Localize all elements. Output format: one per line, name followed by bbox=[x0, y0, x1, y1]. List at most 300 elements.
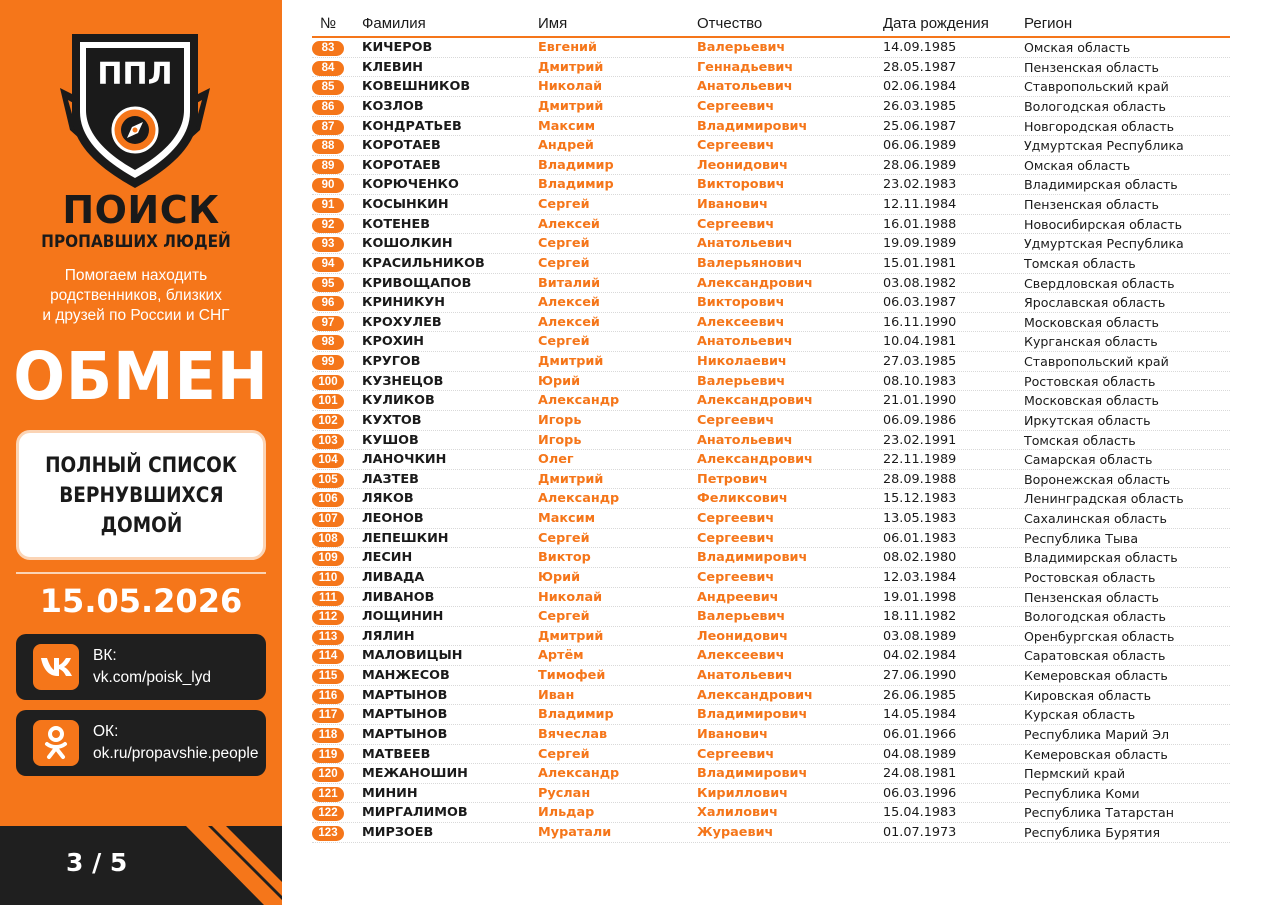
region-cell: Свердловская область bbox=[1024, 275, 1175, 291]
birthdate-cell: 13.05.1983 bbox=[883, 511, 957, 526]
svg-text:ППЛ: ППЛ bbox=[97, 57, 173, 92]
birthdate-cell: 08.02.1980 bbox=[883, 550, 957, 566]
row-number-badge: 85 bbox=[312, 80, 344, 95]
header-patronymic: Отчество bbox=[697, 15, 763, 32]
region-cell: Ростовская область bbox=[1024, 373, 1156, 389]
patronymic-cell: Сергеевич bbox=[697, 138, 775, 154]
surname-cell: КРОХИН bbox=[362, 334, 425, 350]
row-number-badge: 105 bbox=[312, 473, 344, 488]
first-name-cell: Алексей bbox=[538, 314, 600, 330]
birthdate-cell: 25.06.1987 bbox=[883, 118, 957, 134]
first-name-cell: Юрий bbox=[538, 373, 581, 389]
row-number-badge: 101 bbox=[312, 394, 344, 409]
row-number-badge: 86 bbox=[312, 100, 344, 115]
tagline bbox=[0, 266, 272, 326]
table-row bbox=[312, 823, 1230, 843]
region-cell: Томская область bbox=[1024, 432, 1136, 448]
row-number-badge: 118 bbox=[312, 728, 344, 743]
first-name-cell: Николай bbox=[538, 79, 603, 95]
first-name-cell: Дмитрий bbox=[538, 471, 604, 487]
birthdate-cell: 19.01.1998 bbox=[883, 589, 957, 605]
first-name-cell: Сергей bbox=[538, 609, 590, 625]
birthdate-cell: 27.06.1990 bbox=[883, 668, 957, 683]
surname-cell: МАЛОВИЦЫН bbox=[362, 648, 463, 664]
surname-cell: КИЧЕРОВ bbox=[362, 40, 433, 55]
surname-cell: ЛИВАДА bbox=[362, 569, 425, 585]
row-number-badge: 117 bbox=[312, 708, 344, 723]
region-cell: Владимирская область bbox=[1024, 550, 1178, 566]
first-name-cell: Дмитрий bbox=[538, 354, 604, 369]
patronymic-cell: Александрович bbox=[697, 275, 813, 291]
table-row bbox=[312, 332, 1230, 352]
birthdate-cell: 10.04.1981 bbox=[883, 334, 957, 350]
surname-cell: КРИВОЩАПОВ bbox=[362, 275, 472, 291]
first-name-cell: Артём bbox=[538, 648, 584, 664]
region-cell: Владимирская область bbox=[1024, 177, 1178, 193]
surname-cell: ЛЯЛИН bbox=[362, 628, 415, 644]
birthdate-cell: 06.01.1983 bbox=[883, 530, 957, 546]
first-name-cell: Сергей bbox=[538, 236, 590, 252]
tagline-line: Помогаем находить bbox=[64, 267, 208, 284]
first-name-cell: Руслан bbox=[538, 785, 591, 801]
table-row bbox=[312, 568, 1230, 588]
row-number-badge: 88 bbox=[312, 139, 344, 154]
row-number-badge: 87 bbox=[312, 120, 344, 135]
region-cell: Омская область bbox=[1024, 40, 1131, 55]
brand-title: ПОИСК bbox=[62, 188, 220, 232]
surname-cell: КОВЕШНИКОВ bbox=[362, 79, 471, 95]
surname-cell: КУЗНЕЦОВ bbox=[362, 373, 444, 389]
region-cell: Ставропольский край bbox=[1024, 354, 1169, 369]
patronymic-cell: Валерьевич bbox=[697, 40, 786, 55]
first-name-cell: Александр bbox=[538, 491, 620, 507]
region-cell: Пензенская область bbox=[1024, 59, 1159, 75]
table-row bbox=[312, 313, 1230, 333]
birthdate-cell: 04.02.1984 bbox=[883, 648, 957, 664]
row-number-badge: 98 bbox=[312, 335, 344, 350]
table-row bbox=[312, 666, 1230, 686]
vk-label: ВК: bbox=[93, 647, 117, 664]
region-cell: Вологодская область bbox=[1024, 609, 1166, 625]
patronymic-cell: Андреевич bbox=[697, 589, 779, 605]
surname-cell: КОНДРАТЬЕВ bbox=[362, 118, 462, 134]
list-title-line: ПОЛНЫЙ СПИСОК bbox=[45, 453, 237, 477]
header-name: Имя bbox=[538, 15, 568, 32]
surname-cell: КРОХУЛЕВ bbox=[362, 314, 442, 330]
patronymic-cell: Сергеевич bbox=[697, 746, 775, 762]
patronymic-cell: Валерьянович bbox=[697, 255, 803, 271]
surname-cell: ЛЯКОВ bbox=[362, 491, 414, 507]
surname-cell: КУХТОВ bbox=[362, 412, 422, 428]
region-cell: Сахалинская область bbox=[1024, 511, 1167, 526]
surname-cell: КУЛИКОВ bbox=[362, 393, 435, 409]
first-name-cell: Сергей bbox=[538, 197, 590, 212]
first-name-cell: Дмитрий bbox=[538, 98, 604, 114]
birthdate-cell: 28.06.1989 bbox=[883, 157, 957, 173]
first-name-cell: Тимофей bbox=[538, 668, 606, 683]
table-row bbox=[312, 175, 1230, 195]
patronymic-cell: Валерьевич bbox=[697, 609, 786, 625]
table-row bbox=[312, 431, 1230, 451]
table-row bbox=[312, 274, 1230, 294]
first-name-cell: Владимир bbox=[538, 177, 614, 193]
region-cell: Вологодская область bbox=[1024, 98, 1166, 114]
region-cell: Удмуртская Республика bbox=[1024, 236, 1184, 252]
patronymic-cell: Кириллович bbox=[697, 785, 788, 801]
patronymic-cell: Владимирович bbox=[697, 707, 808, 723]
table-row bbox=[312, 77, 1230, 97]
first-name-cell: Александр bbox=[538, 393, 620, 409]
patronymic-cell: Викторович bbox=[697, 177, 785, 193]
table-row bbox=[312, 352, 1230, 372]
patronymic-cell: Анатольевич bbox=[697, 79, 793, 95]
region-cell: Самарская область bbox=[1024, 452, 1153, 468]
surname-cell: КЛЕВИН bbox=[362, 59, 424, 75]
tagline-line: родственников, близких bbox=[50, 287, 222, 304]
birthdate-cell: 23.02.1983 bbox=[883, 177, 957, 193]
table-row bbox=[312, 686, 1230, 706]
info-panel bbox=[0, 0, 282, 905]
table-row bbox=[312, 117, 1230, 137]
header-number: № bbox=[320, 15, 337, 32]
first-name-cell: Вячеслав bbox=[538, 726, 608, 742]
patronymic-cell: Леонидович bbox=[697, 628, 788, 644]
birthdate-cell: 06.09.1986 bbox=[883, 412, 957, 428]
list-title-line: ДОМОЙ bbox=[100, 513, 182, 537]
region-cell: Омская область bbox=[1024, 157, 1131, 173]
first-name-cell: Николай bbox=[538, 589, 603, 605]
birthdate-cell: 16.11.1990 bbox=[883, 314, 957, 330]
region-cell: Ленинградская область bbox=[1024, 491, 1184, 507]
ok-icon bbox=[33, 720, 79, 766]
region-cell: Республика Татарстан bbox=[1024, 805, 1174, 821]
table-row bbox=[312, 784, 1230, 804]
row-number-badge: 99 bbox=[312, 355, 344, 370]
row-number-badge: 104 bbox=[312, 453, 344, 468]
row-number-badge: 122 bbox=[312, 806, 344, 821]
page-indicator: 3 / 5 bbox=[66, 848, 128, 877]
surname-cell: МИРЗОЕВ bbox=[362, 825, 434, 840]
surname-cell: КУШОВ bbox=[362, 432, 419, 448]
row-number-badge: 108 bbox=[312, 532, 344, 547]
birthdate-cell: 26.03.1985 bbox=[883, 98, 957, 114]
region-cell: Воронежская область bbox=[1024, 471, 1171, 487]
surname-cell: МАРТЫНОВ bbox=[362, 687, 448, 703]
birthdate-cell: 01.07.1973 bbox=[883, 825, 957, 840]
row-number-badge: 83 bbox=[312, 41, 344, 56]
region-cell: Республика Коми bbox=[1024, 785, 1140, 801]
patronymic-cell: Сергеевич bbox=[697, 530, 775, 546]
surname-cell: МИРГАЛИМОВ bbox=[362, 805, 468, 821]
surname-cell: МАТВЕЕВ bbox=[362, 746, 431, 762]
first-name-cell: Алексей bbox=[538, 295, 600, 311]
birthdate-cell: 06.01.1966 bbox=[883, 726, 957, 742]
first-name-cell: Игорь bbox=[538, 432, 582, 448]
patronymic-cell: Анатольевич bbox=[697, 236, 793, 252]
patronymic-cell: Сергеевич bbox=[697, 216, 775, 232]
first-name-cell: Иван bbox=[538, 687, 575, 703]
table-row bbox=[312, 509, 1230, 529]
surname-cell: КОТЕНЕВ bbox=[362, 216, 431, 232]
surname-cell: ЛЕПЕШКИН bbox=[362, 530, 449, 546]
table-row bbox=[312, 58, 1230, 78]
table-row bbox=[312, 450, 1230, 470]
patronymic-cell: Валерьевич bbox=[697, 373, 786, 389]
returnees-table bbox=[312, 12, 1230, 843]
first-name-cell: Виталий bbox=[538, 275, 601, 291]
birthdate-cell: 15.12.1983 bbox=[883, 491, 957, 507]
row-number-badge: 97 bbox=[312, 316, 344, 331]
patronymic-cell: Геннадьевич bbox=[697, 59, 794, 75]
birthdate-cell: 06.03.1987 bbox=[883, 295, 957, 311]
surname-cell: ЛАНОЧКИН bbox=[362, 452, 447, 468]
patronymic-cell: Викторович bbox=[697, 295, 785, 311]
patronymic-cell: Леонидович bbox=[697, 157, 788, 173]
table-row bbox=[312, 803, 1230, 823]
header-birthdate: Дата рождения bbox=[883, 15, 989, 32]
region-cell: Новгородская область bbox=[1024, 118, 1175, 134]
region-cell: Удмуртская Республика bbox=[1024, 138, 1184, 154]
region-cell: Иркутская область bbox=[1024, 412, 1151, 428]
region-cell: Пензенская область bbox=[1024, 197, 1159, 212]
patronymic-cell: Анатольевич bbox=[697, 432, 793, 448]
row-number-badge: 109 bbox=[312, 551, 344, 566]
vk-icon bbox=[33, 644, 79, 690]
ok-label: ОК: bbox=[93, 723, 119, 740]
surname-cell: МИНИН bbox=[362, 785, 418, 801]
birthdate-cell: 04.08.1989 bbox=[883, 746, 957, 762]
table-row bbox=[312, 529, 1230, 549]
table-row bbox=[312, 254, 1230, 274]
table-row bbox=[312, 195, 1230, 215]
list-title-box bbox=[16, 430, 266, 560]
surname-cell: МАРТЫНОВ bbox=[362, 707, 448, 723]
region-cell: Курская область bbox=[1024, 707, 1136, 723]
first-name-cell: Владимир bbox=[538, 707, 614, 723]
table-row bbox=[312, 646, 1230, 666]
table-row bbox=[312, 588, 1230, 608]
surname-cell: КОЗЛОВ bbox=[362, 98, 424, 114]
patronymic-cell: Владимирович bbox=[697, 118, 808, 134]
table-row bbox=[312, 607, 1230, 627]
row-number-badge: 114 bbox=[312, 649, 344, 664]
first-name-cell: Ильдар bbox=[538, 805, 595, 821]
birthdate-cell: 15.01.1981 bbox=[883, 255, 957, 271]
first-name-cell: Юрий bbox=[538, 569, 581, 585]
row-number-badge: 120 bbox=[312, 767, 344, 782]
region-cell: Пермский край bbox=[1024, 766, 1126, 782]
patronymic-cell: Сергеевич bbox=[697, 412, 775, 428]
row-number-badge: 102 bbox=[312, 414, 344, 429]
table-row bbox=[312, 745, 1230, 765]
surname-cell: ЛЕСИН bbox=[362, 550, 413, 566]
birthdate-cell: 15.04.1983 bbox=[883, 805, 957, 821]
patronymic-cell: Анатольевич bbox=[697, 334, 793, 350]
first-name-cell: Сергей bbox=[538, 746, 590, 762]
surname-cell: КОРОТАЕВ bbox=[362, 138, 441, 154]
patronymic-cell: Николаевич bbox=[697, 354, 787, 369]
first-name-cell: Виктор bbox=[538, 550, 591, 566]
table-row bbox=[312, 215, 1230, 235]
birthdate-cell: 22.11.1989 bbox=[883, 452, 957, 468]
shield-logo-icon bbox=[50, 18, 220, 198]
birthdate-cell: 26.06.1985 bbox=[883, 687, 957, 703]
birthdate-cell: 24.08.1981 bbox=[883, 766, 957, 782]
table-body bbox=[312, 38, 1230, 843]
birthdate-cell: 21.01.1990 bbox=[883, 393, 957, 409]
surname-cell: ЛОЩИНИН bbox=[362, 609, 444, 625]
patronymic-cell: Сергеевич bbox=[697, 98, 775, 114]
logo bbox=[50, 18, 220, 198]
row-number-badge: 112 bbox=[312, 610, 344, 625]
surname-cell: КРУГОВ bbox=[362, 354, 421, 369]
region-cell: Республика Марий Эл bbox=[1024, 726, 1170, 742]
region-cell: Пензенская область bbox=[1024, 589, 1159, 605]
table-row bbox=[312, 97, 1230, 117]
table-row bbox=[312, 391, 1230, 411]
table-row bbox=[312, 627, 1230, 647]
list-title-line: ВЕРНУВШИХСЯ bbox=[58, 483, 224, 507]
row-number-badge: 89 bbox=[312, 159, 344, 174]
row-number-badge: 121 bbox=[312, 787, 344, 802]
table-row bbox=[312, 156, 1230, 176]
row-number-badge: 110 bbox=[312, 571, 344, 586]
row-number-badge: 93 bbox=[312, 237, 344, 252]
patronymic-cell: Владимирович bbox=[697, 550, 808, 566]
region-cell: Курганская область bbox=[1024, 334, 1158, 350]
region-cell: Кемеровская область bbox=[1024, 746, 1168, 762]
surname-cell: МАНЖЕСОВ bbox=[362, 668, 450, 683]
surname-cell: МАРТЫНОВ bbox=[362, 726, 448, 742]
row-number-badge: 119 bbox=[312, 748, 344, 763]
surname-cell: КОРОТАЕВ bbox=[362, 157, 441, 173]
birthdate-cell: 12.11.1984 bbox=[883, 197, 957, 212]
table-row bbox=[312, 234, 1230, 254]
surname-cell: МЕЖАНОШИН bbox=[362, 766, 468, 782]
first-name-cell: Сергей bbox=[538, 255, 590, 271]
patronymic-cell: Иванович bbox=[697, 726, 768, 742]
first-name-cell: Олег bbox=[538, 452, 574, 468]
surname-cell: ЛИВАНОВ bbox=[362, 589, 435, 605]
table-row bbox=[312, 764, 1230, 784]
birthdate-cell: 23.02.1991 bbox=[883, 432, 957, 448]
row-number-badge: 123 bbox=[312, 826, 344, 841]
birthdate-cell: 19.09.1989 bbox=[883, 236, 957, 252]
row-number-badge: 111 bbox=[312, 591, 344, 606]
table-header bbox=[312, 12, 1230, 38]
row-number-badge: 116 bbox=[312, 689, 344, 704]
row-number-badge: 94 bbox=[312, 257, 344, 272]
surname-cell: КОШОЛКИН bbox=[362, 236, 453, 252]
surname-cell: КОРЮЧЕНКО bbox=[362, 177, 459, 193]
first-name-cell: Муратали bbox=[538, 825, 612, 840]
table-row bbox=[312, 705, 1230, 725]
vk-link[interactable] bbox=[16, 634, 266, 700]
birthdate-cell: 06.06.1989 bbox=[883, 138, 957, 154]
birthdate-cell: 28.09.1988 bbox=[883, 471, 957, 487]
birthdate-cell: 02.06.1984 bbox=[883, 79, 957, 95]
region-cell: Ростовская область bbox=[1024, 569, 1156, 585]
first-name-cell: Дмитрий bbox=[538, 628, 604, 644]
region-cell: Республика Бурятия bbox=[1024, 825, 1161, 840]
surname-cell: КРИНИКУН bbox=[362, 295, 446, 311]
region-cell: Кировская область bbox=[1024, 687, 1151, 703]
divider bbox=[16, 572, 266, 574]
row-number-badge: 92 bbox=[312, 218, 344, 233]
row-number-badge: 115 bbox=[312, 669, 344, 684]
table-row bbox=[312, 489, 1230, 509]
birthdate-cell: 14.05.1984 bbox=[883, 707, 957, 723]
first-name-cell: Александр bbox=[538, 766, 620, 782]
header-region: Регион bbox=[1024, 15, 1073, 32]
surname-cell: КРАСИЛЬНИКОВ bbox=[362, 255, 485, 271]
ok-link[interactable] bbox=[16, 710, 266, 776]
birthdate-cell: 16.01.1988 bbox=[883, 216, 957, 232]
birthdate-cell: 03.08.1989 bbox=[883, 628, 957, 644]
table-row bbox=[312, 411, 1230, 431]
brand-subtitle: ПРОПАВШИХ ЛЮДЕЙ bbox=[41, 232, 231, 252]
first-name-cell: Сергей bbox=[538, 334, 590, 350]
first-name-cell: Игорь bbox=[538, 412, 582, 428]
row-number-badge: 84 bbox=[312, 61, 344, 76]
birthdate-cell: 08.10.1983 bbox=[883, 373, 957, 389]
row-number-badge: 107 bbox=[312, 512, 344, 527]
birthdate-cell: 03.08.1982 bbox=[883, 275, 957, 291]
first-name-cell: Максим bbox=[538, 118, 596, 134]
header-surname: Фамилия bbox=[362, 15, 426, 32]
patronymic-cell: Жураевич bbox=[697, 825, 774, 840]
surname-cell: ЛАЗТЕВ bbox=[362, 471, 419, 487]
row-number-badge: 100 bbox=[312, 375, 344, 390]
region-cell: Оренбургская область bbox=[1024, 628, 1175, 644]
first-name-cell: Владимир bbox=[538, 157, 614, 173]
vk-url[interactable]: vk.com/poisk_lyd bbox=[93, 669, 212, 686]
table-row bbox=[312, 293, 1230, 313]
patronymic-cell: Халилович bbox=[697, 805, 778, 821]
birthdate-cell: 28.05.1987 bbox=[883, 59, 957, 75]
surname-cell: КОСЫНКИН bbox=[362, 197, 449, 212]
row-number-badge: 90 bbox=[312, 178, 344, 193]
row-number-badge: 106 bbox=[312, 492, 344, 507]
first-name-cell: Евгений bbox=[538, 40, 597, 55]
row-number-badge: 103 bbox=[312, 434, 344, 449]
table-row bbox=[312, 470, 1230, 490]
table-row bbox=[312, 548, 1230, 568]
first-name-cell: Сергей bbox=[538, 530, 590, 546]
table-row bbox=[312, 372, 1230, 392]
region-cell: Новосибирская область bbox=[1024, 216, 1183, 232]
region-cell: Республика Тыва bbox=[1024, 530, 1139, 546]
birthdate-cell: 06.03.1996 bbox=[883, 785, 957, 801]
patronymic-cell: Алексеевич bbox=[697, 648, 785, 664]
patronymic-cell: Александрович bbox=[697, 687, 813, 703]
table-row bbox=[312, 136, 1230, 156]
surname-cell: ЛЕОНОВ bbox=[362, 511, 424, 526]
patronymic-cell: Иванович bbox=[697, 197, 768, 212]
region-cell: Московская область bbox=[1024, 314, 1159, 330]
birthdate-cell: 27.03.1985 bbox=[883, 354, 957, 369]
tagline-line: и друзей по России и СНГ bbox=[42, 307, 230, 324]
region-cell: Московская область bbox=[1024, 393, 1159, 409]
patronymic-cell: Феликсович bbox=[697, 491, 788, 507]
region-cell: Томская область bbox=[1024, 255, 1136, 271]
patronymic-cell: Петрович bbox=[697, 471, 768, 487]
row-number-badge: 95 bbox=[312, 277, 344, 292]
ok-url[interactable]: ok.ru/propavshie.people bbox=[93, 745, 259, 762]
birthdate-cell: 12.03.1984 bbox=[883, 569, 957, 585]
region-cell: Кемеровская область bbox=[1024, 668, 1168, 683]
patronymic-cell: Анатольевич bbox=[697, 668, 793, 683]
